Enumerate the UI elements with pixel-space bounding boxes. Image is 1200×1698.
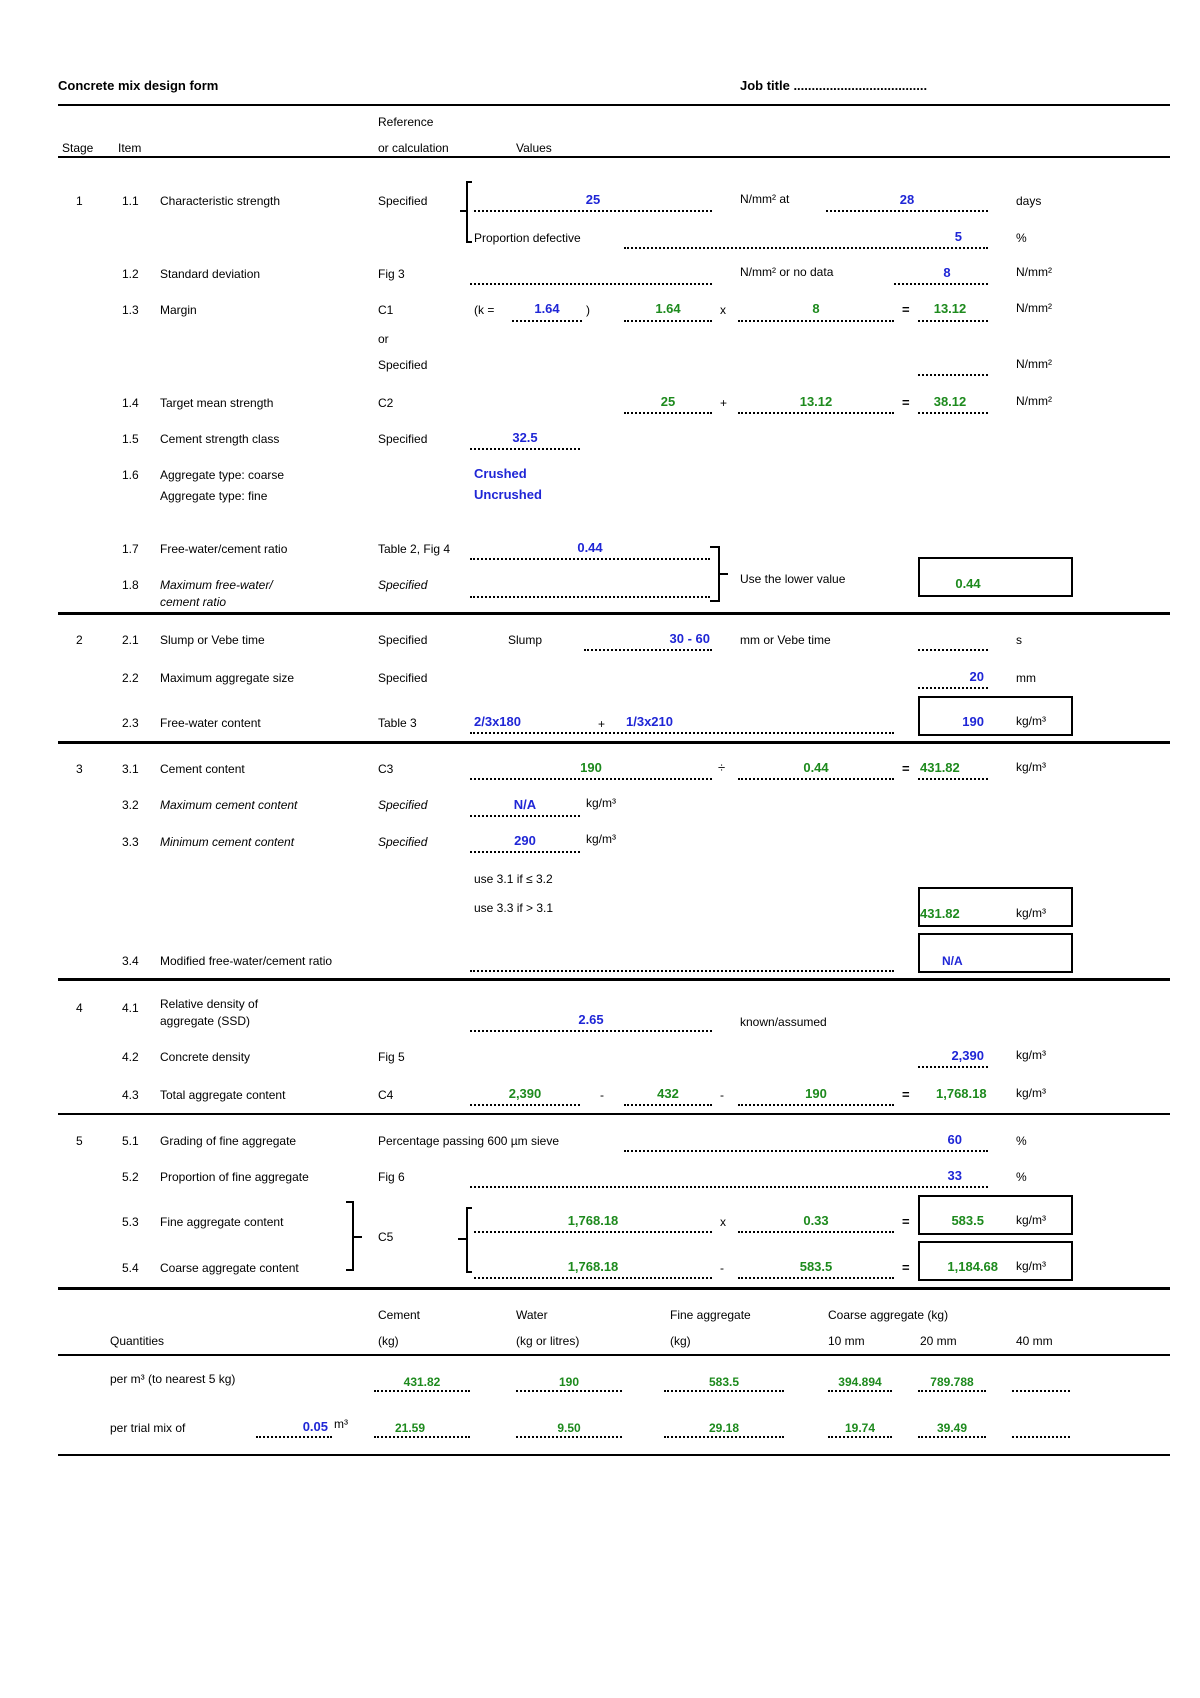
- item-reference: Fig 6: [378, 1170, 405, 1184]
- column-values: Values: [516, 141, 552, 155]
- unit-label: days: [1016, 194, 1042, 208]
- item-number: 5.2: [122, 1170, 139, 1184]
- fine-proportion: 0.33: [803, 1213, 829, 1228]
- item-number: 3.4: [122, 954, 139, 968]
- operator: =: [902, 302, 910, 317]
- item-reference: Specified: [378, 194, 428, 208]
- item-reference: C5: [378, 1230, 394, 1244]
- value-line: [470, 1030, 712, 1032]
- unit-label: %: [1016, 231, 1027, 245]
- qty-fine-m3: 583.5: [708, 1375, 740, 1389]
- value-line: [826, 210, 988, 212]
- item-label: Concrete density: [160, 1050, 251, 1064]
- modified-wc-result[interactable]: N/A: [942, 954, 963, 968]
- value-line: [624, 320, 712, 322]
- item-number: 1.6: [122, 468, 139, 482]
- value-line: [828, 1436, 892, 1438]
- value-line: [918, 649, 988, 651]
- value-line: [516, 1390, 622, 1392]
- value-line: [738, 778, 894, 780]
- item-label: Maximum cement content: [160, 798, 298, 812]
- value-line: [918, 1066, 988, 1068]
- item-label: Cement content: [160, 762, 245, 776]
- operator: -: [720, 1088, 724, 1102]
- item-number: 1.8: [122, 578, 139, 592]
- slump-label: Slump: [508, 633, 543, 647]
- bracket: [710, 546, 720, 548]
- operator: +: [720, 396, 728, 410]
- bracket: [460, 210, 466, 212]
- value-line: [470, 851, 580, 853]
- item-reference: C2: [378, 396, 394, 410]
- item-reference: Specified: [378, 835, 428, 849]
- value-line: [738, 1277, 894, 1279]
- value-line: [584, 649, 712, 651]
- item-reference: C1: [378, 303, 394, 317]
- unit-label: N/mm²: [1016, 394, 1052, 408]
- stage-divider: [58, 1113, 1170, 1115]
- operator: =: [902, 761, 910, 776]
- free-water-calc-1[interactable]: 2/3x180: [474, 714, 521, 729]
- item-label: Standard deviation: [160, 267, 261, 281]
- operator: -: [720, 1261, 724, 1275]
- value-line: [918, 320, 988, 322]
- divider: [58, 1354, 1170, 1356]
- item-label: Cement strength class: [160, 432, 280, 446]
- item-label: Fine aggregate content: [160, 1215, 284, 1229]
- cement-content-final: 431.82: [920, 906, 960, 921]
- item-number: 1.7: [122, 542, 139, 556]
- value-line: [374, 1390, 470, 1392]
- item-label: Aggregate type: coarse: [160, 468, 285, 482]
- bracket: [466, 181, 472, 183]
- bracket: [354, 1236, 362, 1238]
- bracket: [466, 1271, 472, 1273]
- stage-number: 5: [76, 1134, 83, 1148]
- value-line: [828, 1390, 892, 1392]
- stage-number: 1: [76, 194, 83, 208]
- column-or-calculation: or calculation: [378, 141, 449, 155]
- divider: [58, 104, 1170, 106]
- or-label: or: [378, 332, 389, 346]
- bracket: [466, 181, 468, 243]
- divider: [58, 1454, 1170, 1456]
- item-label: Slump or Vebe time: [160, 633, 265, 647]
- stage-number: 2: [76, 633, 83, 647]
- cement-rule-2: use 3.3 if > 3.1: [474, 901, 554, 915]
- value-line: [256, 1436, 332, 1438]
- value-line: [474, 210, 712, 212]
- unit-label: N/mm² at: [740, 192, 790, 206]
- column-stage: Stage: [62, 141, 94, 155]
- qty-coarse20-trial: 39.49: [936, 1421, 968, 1435]
- k-close: ): [586, 303, 590, 317]
- characteristic-strength-value[interactable]: 25: [585, 192, 601, 207]
- qty-cement-trial: 21.59: [394, 1421, 426, 1435]
- concrete-density-value[interactable]: 2,390: [951, 1048, 984, 1063]
- item-number: 3.2: [122, 798, 139, 812]
- coarse-aggregate-result: 1,184.68: [947, 1259, 998, 1274]
- qty-cement-m3: 431.82: [403, 1375, 441, 1389]
- job-title: Job title .....................................: [740, 78, 928, 93]
- stage-number: 3: [76, 762, 83, 776]
- item-reference: Fig 3: [378, 267, 405, 281]
- item-reference: Specified: [378, 633, 428, 647]
- item-label: Aggregate type: fine: [160, 489, 268, 503]
- item-label: Coarse aggregate content: [160, 1261, 299, 1275]
- qty-coarse20-m3: 789.788: [930, 1375, 974, 1389]
- item-number: 1.4: [122, 396, 139, 410]
- item-reference: C3: [378, 762, 394, 776]
- water-unit-header: (kg or litres): [516, 1334, 580, 1348]
- value-line: [470, 448, 580, 450]
- value-line: [474, 1231, 712, 1233]
- value-line: [664, 1436, 784, 1438]
- value-line: [512, 320, 582, 322]
- bracket: [346, 1201, 354, 1203]
- item-reference: Table 3: [378, 716, 417, 730]
- value-line: [516, 1436, 622, 1438]
- wc-ratio-value[interactable]: 0.44: [577, 540, 603, 555]
- operator: -: [600, 1088, 604, 1102]
- lower-value-note: Use the lower value: [740, 572, 846, 586]
- bracket: [346, 1269, 354, 1271]
- margin-sd: 8: [812, 301, 820, 316]
- value-line: [624, 247, 988, 249]
- margin-result: 13.12: [933, 301, 967, 316]
- item-reference: Specified: [378, 358, 428, 372]
- operator: =: [902, 395, 910, 410]
- item-reference: C4: [378, 1088, 394, 1102]
- operator: x: [720, 303, 726, 317]
- coarse-40mm-header: 40 mm: [1016, 1334, 1053, 1348]
- cement-header: Cement: [378, 1308, 421, 1322]
- item-reference: Table 2, Fig 4: [378, 542, 451, 556]
- item-label: Target mean strength: [160, 396, 274, 410]
- unit-label: kg/m³: [586, 832, 616, 846]
- coarse-fine: 583.5: [799, 1259, 833, 1274]
- item-label: aggregate (SSD): [160, 1014, 251, 1028]
- coarse-aggregate-type[interactable]: Crushed: [474, 466, 527, 481]
- aggregate-density: 2,390: [508, 1086, 542, 1101]
- cement-class-value[interactable]: 32.5: [512, 430, 538, 445]
- operator: ÷: [718, 760, 726, 775]
- qty-fine-trial: 29.18: [708, 1421, 740, 1435]
- cement-rule-1: use 3.1 if ≤ 3.2: [474, 872, 553, 886]
- value-line: [1012, 1436, 1070, 1438]
- item-number: 2.3: [122, 716, 139, 730]
- value-line: [470, 778, 712, 780]
- item-number: 2.1: [122, 633, 139, 647]
- item-number: 5.3: [122, 1215, 139, 1229]
- unit-label: %: [1016, 1170, 1027, 1184]
- item-reference: Percentage passing 600 µm sieve: [378, 1134, 560, 1148]
- item-label: Modified free-water/cement ratio: [160, 954, 333, 968]
- quantities-title: Quantities: [110, 1334, 165, 1348]
- item-number: 2.2: [122, 671, 139, 685]
- fine-aggregate-result: 583.5: [951, 1213, 984, 1228]
- proportion-defective-value[interactable]: 5: [954, 229, 962, 244]
- k-value[interactable]: 1.64: [534, 301, 560, 316]
- free-water-calc-2[interactable]: 1/3x210: [626, 714, 673, 729]
- coarse-20mm-header: 20 mm: [920, 1334, 957, 1348]
- bracket: [466, 1207, 468, 1273]
- item-number: 4.3: [122, 1088, 139, 1102]
- max-aggregate-size-value[interactable]: 20: [969, 669, 984, 684]
- days-value[interactable]: 28: [899, 192, 915, 207]
- unit-label: kg/m³: [1016, 906, 1046, 920]
- column-reference: Reference: [378, 115, 434, 129]
- item-label: Margin: [160, 303, 197, 317]
- aggregate-water: 190: [805, 1086, 827, 1101]
- unit-label: kg/m³: [1016, 760, 1046, 774]
- slump-value[interactable]: 30 - 60: [669, 631, 710, 646]
- item-reference: Specified: [378, 578, 428, 592]
- unit-label: kg/m³: [586, 796, 616, 810]
- value-line: [470, 732, 894, 734]
- operator: =: [902, 1214, 910, 1229]
- value-line: [738, 412, 894, 414]
- bracket: [720, 573, 728, 575]
- item-number: 5.1: [122, 1134, 139, 1148]
- bracket: [710, 600, 720, 602]
- fine-unit-header: (kg): [670, 1334, 691, 1348]
- value-line: [374, 1436, 470, 1438]
- value-line: [470, 283, 712, 285]
- item-label: Characteristic strength: [160, 194, 281, 208]
- coarse-total-aggregate: 1,768.18: [567, 1259, 619, 1274]
- value-line: [918, 412, 988, 414]
- unit-label: kg/m³: [1016, 1259, 1046, 1273]
- known-assumed-label: known/assumed: [740, 1015, 827, 1029]
- value-line: [470, 558, 710, 560]
- fine-proportion-value[interactable]: 33: [947, 1168, 962, 1183]
- operator: x: [720, 1215, 726, 1229]
- value-line: [470, 970, 894, 972]
- value-line: [470, 815, 580, 817]
- trial-mix-volume[interactable]: 0.05: [302, 1419, 328, 1434]
- coarse-header: Coarse aggregate (kg): [828, 1308, 949, 1322]
- form-title: Concrete mix design form: [58, 78, 219, 93]
- max-cement-value[interactable]: N/A: [513, 797, 537, 812]
- value-line: [894, 283, 988, 285]
- item-label: cement ratio: [160, 595, 227, 609]
- bracket: [458, 1238, 466, 1240]
- unit-label: kg/m³: [1016, 1213, 1046, 1227]
- water-header: Water: [516, 1308, 548, 1322]
- qty-coarse10-m3: 394.894: [838, 1375, 882, 1389]
- cement-content-result: 431.82: [920, 760, 960, 775]
- qty-water-trial: 9.50: [557, 1421, 581, 1435]
- item-reference: Specified: [378, 671, 428, 685]
- cement-water: 190: [580, 760, 602, 775]
- value-line: [624, 1104, 712, 1106]
- value-line: [918, 778, 988, 780]
- value-line: [918, 687, 988, 689]
- vebe-label: mm or Vebe time: [740, 633, 831, 647]
- bracket: [466, 241, 472, 243]
- unit-label: N/mm²: [1016, 265, 1052, 279]
- unit-label: N/mm²: [1016, 357, 1052, 371]
- value-line: [624, 1150, 988, 1152]
- value-line: [1012, 1390, 1070, 1392]
- item-label: Free-water/cement ratio: [160, 542, 288, 556]
- aggregate-cement: 432: [657, 1086, 679, 1101]
- wc-ratio-result: 0.44: [955, 576, 981, 591]
- standard-deviation-note: N/mm² or no data: [740, 265, 834, 279]
- item-label: Relative density of: [160, 997, 259, 1011]
- item-number: 3.3: [122, 835, 139, 849]
- stage-divider: [58, 612, 1170, 615]
- column-item: Item: [118, 141, 142, 155]
- k-open: (k =: [474, 303, 495, 317]
- per-m3-label: per m³ (to nearest 5 kg): [110, 1372, 236, 1386]
- item-label: Total aggregate content: [160, 1088, 286, 1102]
- standard-deviation-value[interactable]: 8: [943, 265, 951, 280]
- unit-label: %: [1016, 1134, 1027, 1148]
- item-label: Maximum free-water/: [160, 578, 273, 592]
- value-line: [738, 1104, 894, 1106]
- unit-label: kg/m³: [1016, 1086, 1046, 1100]
- item-number: 1.2: [122, 267, 139, 281]
- item-number: 1.3: [122, 303, 139, 317]
- proportion-defective-label: Proportion defective: [474, 231, 581, 245]
- total-aggregate-result: 1,768.18: [936, 1086, 987, 1101]
- item-number: 4.2: [122, 1050, 139, 1064]
- bracket: [466, 1207, 472, 1209]
- stage-divider: [58, 741, 1170, 744]
- target-mean-strength-result: 38.12: [933, 394, 967, 409]
- item-number: 5.4: [122, 1261, 139, 1275]
- stage-number: 4: [76, 1001, 83, 1015]
- value-line: [470, 1186, 988, 1188]
- fine-total-aggregate: 1,768.18: [567, 1213, 619, 1228]
- item-reference: Specified: [378, 798, 428, 812]
- relative-density-value[interactable]: 2.65: [578, 1012, 604, 1027]
- item-number: 4.1: [122, 1001, 139, 1015]
- value-line: [470, 1104, 580, 1106]
- value-line: [664, 1390, 784, 1392]
- unit-label: kg/m³: [1016, 1048, 1046, 1062]
- target-margin: 13.12: [799, 394, 833, 409]
- value-line: [738, 320, 894, 322]
- value-line: [474, 1277, 712, 1279]
- qty-coarse10-trial: 19.74: [844, 1421, 876, 1435]
- stage-divider: [58, 1287, 1170, 1290]
- unit-label: mm: [1016, 671, 1036, 685]
- target-fc: 25: [660, 394, 676, 409]
- value-line: [738, 1231, 894, 1233]
- item-label: Minimum cement content: [160, 835, 295, 849]
- unit-label: kg/m³: [1016, 714, 1046, 728]
- cement-unit-header: (kg): [378, 1334, 399, 1348]
- fine-aggregate-type[interactable]: Uncrushed: [474, 487, 542, 502]
- divider: [58, 156, 1170, 158]
- fine-header: Fine aggregate: [670, 1308, 751, 1322]
- cement-wc: 0.44: [803, 760, 829, 775]
- value-line: [470, 596, 710, 598]
- free-water-content-result[interactable]: 190: [962, 714, 984, 729]
- unit-label: m³: [334, 1417, 348, 1431]
- item-number: 3.1: [122, 762, 139, 776]
- value-line: [918, 1436, 986, 1438]
- item-reference: Specified: [378, 432, 428, 446]
- item-reference: Fig 5: [378, 1050, 405, 1064]
- coarse-10mm-header: 10 mm: [828, 1334, 865, 1348]
- item-label: Proportion of fine aggregate: [160, 1170, 309, 1184]
- unit-label: N/mm²: [1016, 301, 1052, 315]
- item-label: Grading of fine aggregate: [160, 1134, 297, 1148]
- operator: =: [902, 1260, 910, 1275]
- value-line: [624, 412, 712, 414]
- operator: +: [598, 717, 606, 731]
- item-number: 1.1: [122, 194, 139, 208]
- value-line: [918, 1390, 986, 1392]
- stage-divider: [58, 978, 1170, 981]
- item-label: Maximum aggregate size: [160, 671, 295, 685]
- item-label: Free-water content: [160, 716, 261, 730]
- unit-label: s: [1016, 633, 1022, 647]
- margin-k: 1.64: [655, 301, 681, 316]
- qty-water-m3: 190: [558, 1375, 580, 1389]
- trial-mix-label: per trial mix of: [110, 1421, 186, 1435]
- grading-value[interactable]: 60: [947, 1132, 962, 1147]
- min-cement-value[interactable]: 290: [514, 833, 536, 848]
- value-line: [918, 374, 988, 376]
- item-number: 1.5: [122, 432, 139, 446]
- operator: =: [902, 1087, 910, 1102]
